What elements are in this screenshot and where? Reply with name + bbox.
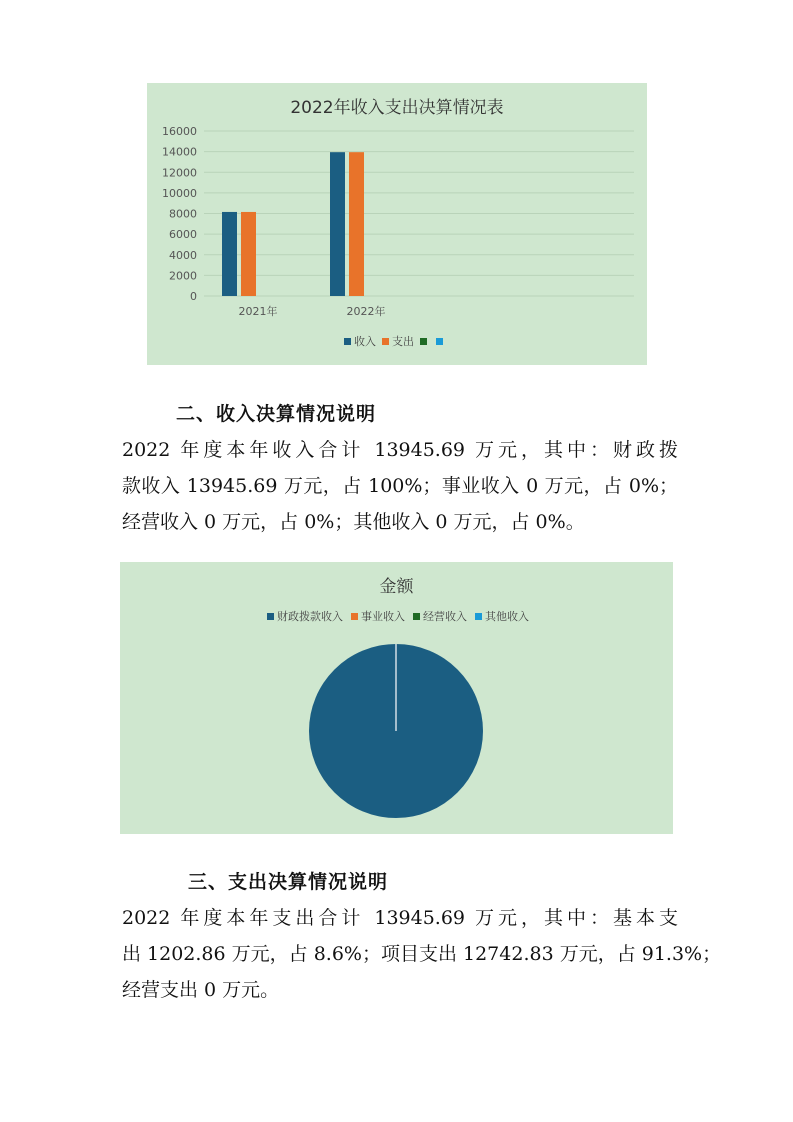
bar-收入 bbox=[330, 152, 345, 296]
y-tick-label: 2000 bbox=[169, 269, 197, 283]
bar-支出 bbox=[349, 152, 364, 296]
y-tick-label: 8000 bbox=[169, 207, 197, 221]
y-tick-label: 16000 bbox=[162, 125, 197, 138]
legend-swatch bbox=[267, 613, 274, 620]
section2-line-3: 经营收入 0 万元，占 0%；其他收入 0 万元，占 0%。 bbox=[122, 511, 585, 533]
y-tick-label: 0 bbox=[190, 290, 197, 303]
section3-line-1: 2022 年度本年支出合计 13945.69 万元，其中：基本支 bbox=[122, 907, 678, 929]
y-tick-label: 14000 bbox=[162, 145, 197, 159]
bar-chart-plot bbox=[147, 83, 647, 365]
legend-label: 经营收入 bbox=[423, 610, 467, 623]
pie-chart-title: 金额 bbox=[379, 577, 414, 597]
bar-支出 bbox=[241, 212, 256, 296]
y-tick-label: 10000 bbox=[162, 186, 197, 200]
legend-swatch bbox=[420, 338, 427, 345]
legend-swatch bbox=[382, 338, 389, 345]
x-tick-label: 2022年 bbox=[346, 305, 386, 318]
bar-chart bbox=[147, 83, 647, 365]
x-tick-label: 2021年 bbox=[238, 305, 278, 318]
legend-label: 支出 bbox=[392, 335, 414, 348]
legend-label: 事业收入 bbox=[361, 610, 405, 623]
legend-label: 财政拨款收入 bbox=[277, 610, 343, 623]
legend-swatch bbox=[475, 613, 482, 620]
legend-label: 收入 bbox=[354, 335, 376, 348]
section2-heading: 二、收入决算情况说明 bbox=[176, 403, 377, 425]
y-tick-label: 4000 bbox=[169, 248, 197, 262]
section2-line-1: 2022 年度本年收入合计 13945.69 万元，其中：财政拨 bbox=[122, 439, 678, 461]
section3-line-3: 经营支出 0 万元。 bbox=[122, 979, 280, 1001]
section2-line-2: 款收入 13945.69 万元，占 100%；事业收入 0 万元，占 0%； bbox=[122, 475, 678, 497]
section3-paragraph bbox=[122, 900, 722, 1008]
section3-line-2: 出 1202.86 万元，占 8.6%；项目支出 12742.83 万元，占 91.3%； bbox=[122, 943, 722, 965]
section2-paragraph bbox=[122, 432, 678, 540]
y-tick-label: 12000 bbox=[162, 166, 197, 180]
bar-收入 bbox=[222, 212, 237, 296]
pie-chart bbox=[120, 562, 673, 834]
legend-label: 其他收入 bbox=[485, 610, 529, 623]
section3-heading: 三、支出决算情况说明 bbox=[188, 871, 389, 893]
legend-swatch bbox=[413, 613, 420, 620]
bar-chart-title: 2022年收入支出决算情况表 bbox=[290, 98, 504, 118]
legend-swatch bbox=[436, 338, 443, 345]
legend-swatch bbox=[351, 613, 358, 620]
pie-chart-plot bbox=[120, 562, 673, 834]
y-tick-label: 6000 bbox=[169, 228, 197, 242]
legend-swatch bbox=[344, 338, 351, 345]
